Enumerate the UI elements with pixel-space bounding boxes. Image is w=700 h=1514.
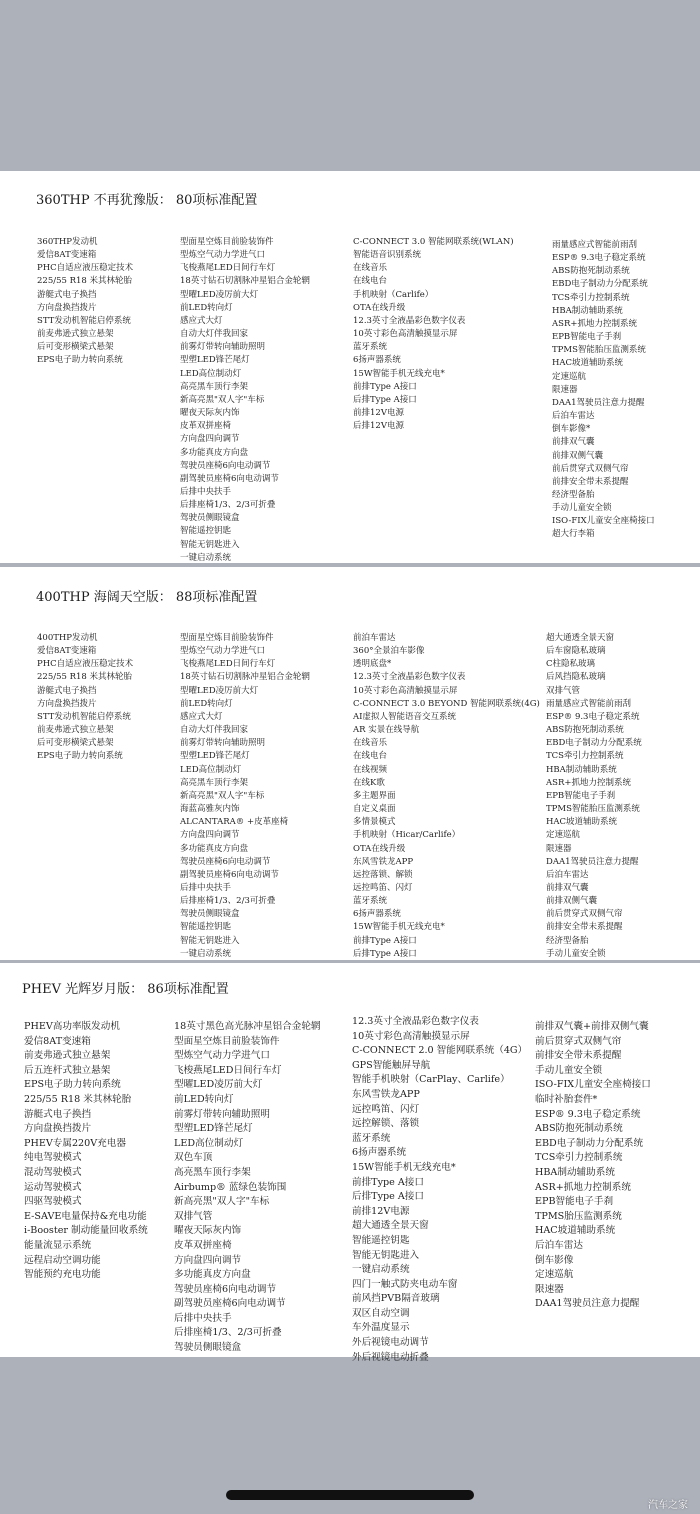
spec-item: PHEV专属220V充电器 (24, 1137, 126, 1149)
spec-item: 远控鸣笛、闪灯 (353, 882, 413, 893)
spec-item: 后车窗隐私玻璃 (546, 646, 606, 657)
spec-item: STT发动机智能启停系统 (37, 711, 131, 722)
spec-item: 多功能真皮方向盘 (180, 843, 249, 854)
spec-item: 经济型备胎 (552, 489, 595, 500)
spec-item: 副驾驶员座椅6向电动调节 (180, 869, 279, 880)
spec-item: ESP® 9.3电子稳定系统 (546, 711, 640, 722)
spec-item: 游艇式电子换挡 (37, 289, 97, 300)
spec-item: EBD电子制动力分配系统 (552, 279, 648, 290)
spec-item: 18英寸钻石切割脉冲星铝合金轮辋 (180, 276, 310, 287)
spec-item: 后排中央扶手 (180, 486, 232, 497)
spec-item: 智能无钥匙进入 (180, 935, 240, 946)
spec-item: 皮革双拼座椅 (174, 1239, 232, 1251)
spec-item: 纯电驾驶模式 (24, 1152, 82, 1164)
spec-item: 限速器 (552, 384, 578, 395)
spec-item: 方向盘四向调节 (180, 434, 240, 445)
spec-item: 四驱驾驶模式 (24, 1196, 82, 1208)
spec-item: 爱信8AT变速箱 (24, 1035, 91, 1047)
spec-item: 飞梭燕尾LED日间行车灯 (180, 263, 276, 274)
spec-column (353, 236, 514, 433)
spec-item: 手动儿童安全锁 (546, 948, 606, 959)
spec-column (37, 236, 133, 368)
spec-item: 360THP发动机 (37, 237, 98, 247)
spec-item: 驾驶员座椅6向电动调节 (180, 856, 271, 867)
home-indicator[interactable] (226, 1490, 474, 1500)
spec-item: 在线K歌 (353, 777, 385, 788)
spec-item: EPB智能电子手刹 (535, 1196, 614, 1208)
spec-item: 一键启动系统 (352, 1264, 410, 1276)
spec-item: 外后视镜电动调节 (352, 1337, 429, 1349)
spec-item: 飞梭燕尾LED日间行车灯 (174, 1064, 282, 1076)
spec-item: 透明底盘* (353, 659, 392, 670)
spec-item: 智能遥控钥匙 (180, 526, 232, 537)
spec-item: 方向盘换挡拨片 (37, 302, 97, 313)
spec-item: 远控解锁、落锁 (352, 1118, 420, 1130)
config-section-400thp (0, 567, 700, 960)
spec-item: 限速器 (535, 1283, 564, 1295)
spec-item: 后排座椅1/3、2/3可折叠 (180, 896, 276, 907)
spec-item: DAA1驾驶员注意力提醒 (546, 856, 639, 867)
spec-item: 后排中央扶手 (174, 1312, 232, 1324)
spec-item: 型曜LED凌厉前大灯 (174, 1079, 263, 1091)
spec-item: 前排Type A接口 (353, 381, 417, 392)
spec-item: 飞梭燕尾LED日间行车灯 (180, 659, 276, 670)
spec-item: 定速巡航 (546, 830, 581, 841)
spec-column (353, 632, 540, 961)
spec-item: 型炼空气动力学进气口 (174, 1050, 270, 1062)
spec-item: ASR+抓地力控制系统 (535, 1181, 631, 1193)
spec-item: 限速器 (546, 843, 572, 854)
spec-item: 前雾灯带转向辅助照明 (180, 342, 266, 353)
spec-item: 游艇式电子换挡 (24, 1108, 92, 1120)
spec-item: 定速巡航 (535, 1269, 574, 1281)
spec-item: 感应式大灯 (180, 315, 223, 326)
spec-item: 前LED转向灯 (174, 1093, 234, 1105)
spec-item: 后风挡隐私玻璃 (546, 672, 606, 683)
spec-item: 前排安全带未系提醒 (552, 476, 629, 487)
spec-item: 6扬声器系统 (352, 1147, 407, 1159)
spec-item: 后可变形横梁式悬架 (37, 738, 114, 749)
spec-item: TCS牵引力控制系统 (535, 1152, 623, 1164)
section-title: 400THP 海阔天空版： 88项标准配置 (36, 590, 258, 605)
spec-item: 前后贯穿式双侧气帘 (535, 1035, 622, 1047)
spec-item: 后泊车雷达 (552, 411, 595, 422)
spec-item: 360°全景泊车影像 (353, 646, 425, 657)
spec-item: 12.3英寸全液晶彩色数字仪表 (353, 672, 466, 683)
spec-item: 400THP发动机 (37, 633, 98, 643)
spec-item: 高亮黑车顶行李架 (174, 1166, 251, 1178)
spec-item: PHC自适应液压稳定技术 (37, 659, 134, 670)
spec-item: 智能手机映射（CarPlay、Carlife） (352, 1074, 510, 1086)
spec-item: 前LED转向灯 (180, 698, 233, 709)
spec-item: C-CONNECT 2.0 智能网联系统（4G） (352, 1045, 528, 1057)
spec-item: 四门一触式防夹电动车窗 (352, 1278, 458, 1290)
spec-item: 前排双侧气囊 (552, 450, 604, 461)
spec-item: 10英寸彩色高清触摸显示屏 (353, 685, 458, 696)
spec-item: 双排气管 (546, 685, 581, 696)
spec-item: 智能语音识别系统 (353, 250, 422, 261)
spec-item: 型曜LED凌厉前大灯 (180, 685, 259, 696)
spec-item: 东风雪铁龙APP (352, 1088, 420, 1100)
spec-item: 远程启动空调功能 (24, 1254, 101, 1266)
spec-item: ISO-FIX儿童安全座椅接口 (552, 516, 655, 527)
spec-item: 皮革双拼座椅 (180, 421, 232, 432)
spec-item: 型炼空气动力学进气口 (180, 250, 266, 261)
spec-item: 后排Type A接口 (353, 948, 417, 959)
spec-item: 前麦弗逊式独立悬架 (24, 1050, 111, 1062)
spec-item: TPMS智能胎压监测系统 (552, 345, 646, 356)
spec-item: 225/55 R18 米其林轮胎 (37, 276, 133, 287)
spec-item: 前排安全带未系提醒 (546, 922, 623, 933)
spec-item: 双色车顶 (174, 1152, 213, 1164)
section-title: 360THP 不再犹豫版： 80项标准配置 (36, 193, 258, 208)
spec-item: 前后贯穿式双侧气帘 (552, 463, 629, 474)
spec-item: 6扬声器系统 (353, 909, 401, 920)
spec-item: 225/55 R18 米其林轮胎 (24, 1093, 132, 1105)
spec-item: 型炼空气动力学进气口 (180, 646, 266, 657)
spec-item: 12.3英寸全液晶彩色数字仪表 (352, 1016, 479, 1027)
spec-item: 方向盘换挡拨片 (24, 1123, 92, 1135)
spec-column (174, 1020, 321, 1356)
spec-item: 爱信8AT变速箱 (37, 646, 97, 657)
spec-item: 倒车影像* (552, 424, 591, 435)
spec-item: 方向盘四向调节 (180, 830, 240, 841)
spec-item: ESP® 9.3电子稳定系统 (535, 1108, 641, 1120)
spec-item: 型面星空炼目前脸装饰件 (180, 633, 274, 643)
spec-item: 型塑LED锋芒尾灯 (174, 1123, 253, 1135)
spec-item: OTA在线升级 (353, 302, 406, 313)
spec-item: 智能无钥匙进入 (180, 539, 240, 550)
spec-item: HAC坡道辅助系统 (552, 358, 624, 369)
spec-item: 在线音乐 (353, 738, 388, 749)
spec-item: 前排安全带未系提醒 (535, 1050, 622, 1062)
spec-item: 在线视频 (353, 764, 388, 775)
spec-item: 新高亮黑"双人字"车标 (180, 394, 265, 405)
spec-item: 型面星空炼目前脸装饰件 (180, 237, 274, 247)
spec-item: 东风雪铁龙APP (353, 856, 414, 867)
spec-item: 蓝牙系统 (353, 342, 388, 353)
spec-item: 12.3英寸全液晶彩色数字仪表 (353, 315, 466, 326)
spec-item: 新高亮黑"双人字"车标 (174, 1196, 270, 1208)
spec-item: ISO-FIX儿童安全座椅接口 (535, 1079, 651, 1091)
spec-item: 型面星空炼目前脸装饰件 (174, 1035, 280, 1047)
spec-item: 前风挡PVB隔音玻璃 (352, 1293, 440, 1305)
spec-item: C柱隐私玻璃 (546, 659, 596, 670)
spec-item: PHEV高功率版发动机 (24, 1021, 120, 1032)
spec-item: ABS防抱死制动系统 (552, 266, 630, 277)
spec-item: ESP® 9.3电子稳定系统 (552, 253, 646, 264)
spec-item: EPS电子助力转向系统 (37, 355, 123, 366)
spec-item: LED高位制动灯 (174, 1137, 244, 1149)
spec-item: 前后贯穿式双侧气帘 (546, 909, 623, 920)
spec-item: 后排座椅1/3、2/3可折叠 (180, 500, 276, 511)
spec-item: 前麦弗逊式独立悬架 (37, 329, 114, 340)
spec-item: 远控落锁、解锁 (353, 869, 413, 880)
spec-item: 10英寸彩色高清触摸显示屏 (353, 329, 458, 340)
spec-item: E-SAVE电量保持&充电功能 (24, 1210, 147, 1222)
spec-column (180, 632, 310, 961)
spec-item: 手机映射（Carlife） (353, 289, 434, 300)
spec-item: HAC坡道辅助系统 (535, 1225, 616, 1237)
spec-item: 智能无钥匙进入 (352, 1249, 420, 1261)
spec-item: 自定义桌面 (353, 804, 396, 815)
spec-item: ABS防抱死制动系统 (535, 1123, 623, 1135)
spec-item: 蓝牙系统 (353, 896, 388, 907)
spec-item: EPS电子助力转向系统 (24, 1079, 121, 1091)
spec-item: 自动大灯伴我回家 (180, 329, 249, 340)
spec-item: TCS牵引力控制系统 (546, 751, 624, 762)
spec-item: 15W智能手机无线充电* (352, 1161, 456, 1173)
spec-item: 多功能真皮方向盘 (174, 1269, 251, 1281)
spec-item: 前排双气囊 (546, 882, 589, 893)
spec-item: 驾驶员座椅6向电动调节 (174, 1283, 277, 1295)
spec-item: 能量流显示系统 (24, 1239, 92, 1251)
spec-item: OTA在线升级 (353, 843, 406, 854)
spec-item: 车外温度显示 (352, 1322, 410, 1334)
spec-column (24, 1020, 148, 1283)
spec-item: 多情景模式 (353, 817, 396, 828)
spec-item: 爱信8AT变速箱 (37, 250, 97, 261)
spec-item: 225/55 R18 米其林轮胎 (37, 672, 133, 683)
spec-item: 18英寸黑色高光脉冲星铝合金轮辋 (174, 1021, 321, 1032)
spec-item: 后排12V电源 (353, 421, 404, 432)
spec-item: HBA制动辅助系统 (546, 764, 617, 775)
spec-item: 高亮黑车顶行李架 (180, 381, 249, 392)
spec-item: 雨量感应式智能前雨刮 (546, 698, 632, 709)
spec-column (546, 632, 642, 961)
spec-item: DAA1驾驶员注意力提醒 (552, 397, 645, 408)
spec-column (352, 1015, 527, 1365)
spec-item: 驾驶员座椅6向电动调节 (180, 460, 271, 471)
spec-item: STT发动机智能启停系统 (37, 315, 131, 326)
spec-item: 外后视镜电动折叠 (352, 1351, 429, 1363)
spec-item: 智能预约充电功能 (24, 1269, 101, 1281)
spec-item: 前排Type A接口 (353, 935, 417, 946)
spec-item: PHC自适应液压稳定技术 (37, 263, 134, 274)
spec-item: 前排双侧气囊 (546, 896, 598, 907)
spec-item: 远控鸣笛、闪灯 (352, 1103, 420, 1115)
config-section-phev (0, 963, 700, 1363)
spec-item: 智能遥控钥匙 (352, 1234, 410, 1246)
spec-item: 驾驶员侧眼镜盒 (180, 909, 240, 920)
config-section-360thp (0, 171, 700, 563)
spec-item: 双区自动空调 (352, 1307, 410, 1319)
spec-column (552, 239, 655, 542)
spec-item: TPMS胎压监测系统 (535, 1210, 622, 1222)
spec-item: 智能遥控钥匙 (180, 922, 232, 933)
spec-item: 混动驾驶模式 (24, 1166, 82, 1178)
spec-item: 超大通透全景天窗 (352, 1220, 429, 1232)
spec-item: 海蓝高雅灰内饰 (180, 804, 240, 815)
spec-item: EPB智能电子手刹 (546, 790, 616, 801)
spec-item: 10英寸彩色高清触摸显示屏 (352, 1030, 470, 1042)
spec-item: 型塑LED锋芒尾灯 (180, 355, 250, 366)
spec-item: TCS牵引力控制系统 (552, 292, 630, 303)
spec-item: ABS防抱死制动系统 (546, 725, 624, 736)
spec-item: 驾驶员侧眼镜盒 (174, 1342, 242, 1354)
spec-item: 方向盘四向调节 (174, 1254, 242, 1266)
spec-item: 蓝牙系统 (352, 1132, 391, 1144)
spec-item: 倒车影像 (535, 1254, 574, 1266)
spec-item: 型塑LED锋芒尾灯 (180, 751, 250, 762)
spec-item: EPB智能电子手刹 (552, 332, 622, 343)
spec-item: 后泊车雷达 (546, 869, 589, 880)
spec-item: 高亮黑车顶行李架 (180, 777, 249, 788)
spec-item: 雨量感应式智能前雨刮 (552, 240, 638, 250)
spec-item: TPMS智能胎压监测系统 (546, 804, 640, 815)
spec-item: 后排座椅1/3、2/3可折叠 (174, 1327, 282, 1339)
spec-item: 一键启动系统 (180, 552, 232, 563)
spec-item: 运动驾驶模式 (24, 1181, 82, 1193)
spec-item: 超大通透全景天窗 (546, 633, 615, 643)
spec-item: EPS电子助力转向系统 (37, 751, 123, 762)
spec-item: 前泊车雷达 (353, 633, 396, 643)
spec-item: AI虚拟人智能语音交互系统 (353, 711, 456, 722)
spec-item: 超大行李箱 (552, 529, 595, 540)
spec-item: 一键启动系统 (180, 948, 232, 959)
spec-item: 型曜LED凌厉前大灯 (180, 289, 259, 300)
spec-item: 前排双气囊 (552, 437, 595, 448)
spec-column (535, 1020, 651, 1312)
spec-item: 手动儿童安全锁 (535, 1064, 603, 1076)
spec-item: EBD电子制动力分配系统 (546, 738, 642, 749)
spec-item: 后排中央扶手 (180, 882, 232, 893)
spec-item: 多主题界面 (353, 790, 396, 801)
spec-item: 前LED转向灯 (180, 302, 233, 313)
spec-item: 手动儿童安全锁 (552, 503, 612, 514)
spec-item: Airbump® 蓝绿色装饰围 (174, 1181, 287, 1193)
spec-item: 经济型备胎 (546, 935, 589, 946)
spec-item: 后排Type A接口 (352, 1191, 424, 1203)
spec-item: 在线电台 (353, 276, 388, 287)
spec-item: HBA制动辅助系统 (552, 305, 623, 316)
spec-item: i-Booster 制动能量回收系统 (24, 1225, 148, 1237)
spec-item: EBD电子制动力分配系统 (535, 1137, 644, 1149)
spec-item: 手机映射（Hicar/Carlife） (353, 830, 461, 841)
spec-item: 副驾驶员座椅6向电动调节 (174, 1298, 286, 1310)
spec-item: 前排12V电源 (353, 408, 404, 419)
spec-column (37, 632, 133, 764)
spec-item: 临时补胎套件* (535, 1093, 598, 1105)
spec-item: ASR+抓地力控制系统 (546, 777, 631, 788)
spec-item: 前排Type A接口 (352, 1176, 424, 1188)
spec-item: HAC坡道辅助系统 (546, 817, 618, 828)
spec-item: 曜夜天际灰内饰 (180, 408, 240, 419)
spec-item: 自动大灯伴我回家 (180, 725, 249, 736)
spec-item: GPS智能触屏导航 (352, 1059, 431, 1071)
spec-item: 在线音乐 (353, 263, 388, 274)
spec-item: 定速巡航 (552, 371, 587, 382)
spec-item: 感应式大灯 (180, 711, 223, 722)
spec-item: AR 实景在线导航 (353, 725, 420, 736)
spec-column (180, 236, 310, 565)
spec-item: 前排双气囊+前排双侧气囊 (535, 1021, 649, 1032)
spec-item: 18英寸钻石切割脉冲星铝合金轮辋 (180, 672, 310, 683)
spec-item: HBA制动辅助系统 (535, 1166, 615, 1178)
site-watermark: 汽车之家 (648, 1500, 688, 1511)
spec-item: C-CONNECT 3.0 智能网联系统(WLAN) (353, 237, 514, 247)
spec-item: 在线电台 (353, 751, 388, 762)
spec-item: 曜夜天际灰内饰 (174, 1225, 242, 1237)
spec-item: C-CONNECT 3.0 BEYOND 智能网联系统(4G) (353, 698, 540, 709)
spec-item: 前雾灯带转向辅助照明 (180, 738, 266, 749)
spec-item: 6扬声器系统 (353, 355, 401, 366)
spec-item: 15W智能手机无线充电* (353, 922, 445, 933)
spec-item: 多功能真皮方向盘 (180, 447, 249, 458)
spec-item: 方向盘换挡拨片 (37, 698, 97, 709)
section-title: PHEV 光辉岁月版： 86项标准配置 (22, 982, 229, 997)
spec-item: 前雾灯带转向辅助照明 (174, 1108, 270, 1120)
spec-item: 前排12V电源 (352, 1205, 410, 1217)
spec-item: 后五连杆式独立悬架 (24, 1064, 111, 1076)
spec-item: DAA1驾驶员注意力提醒 (535, 1298, 640, 1310)
spec-item: 副驾驶员座椅6向电动调节 (180, 473, 279, 484)
spec-item: 后泊车雷达 (535, 1239, 583, 1251)
spec-item: 后可变形横梁式悬架 (37, 342, 114, 353)
spec-item: 驾驶员侧眼镜盒 (180, 513, 240, 524)
spec-item: 15W智能手机无线充电* (353, 368, 445, 379)
spec-item: ASR+抓地力控制系统 (552, 318, 637, 329)
spec-item: 后排Type A接口 (353, 394, 417, 405)
spec-item: LED高位制动灯 (180, 368, 242, 379)
spec-item: 游艇式电子换挡 (37, 685, 97, 696)
spec-item: 双排气管 (174, 1210, 213, 1222)
spec-item: LED高位制动灯 (180, 764, 242, 775)
spec-item: 新高亮黑"双人字"车标 (180, 790, 265, 801)
spec-item: ALCANTARA® +皮革座椅 (180, 817, 289, 828)
spec-item: 前麦弗逊式独立悬架 (37, 725, 114, 736)
